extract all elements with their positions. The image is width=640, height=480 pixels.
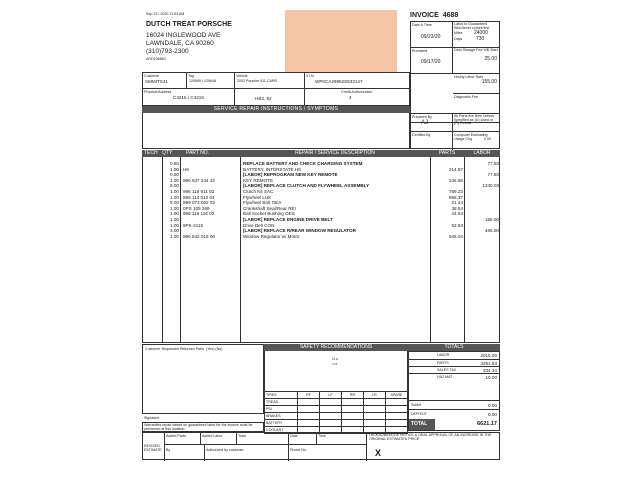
cell-qty: 1.00 (170, 188, 179, 194)
tire-row-label: COOLANT (266, 428, 284, 432)
revised-estimate: REVISED ESTIMATE Added Parts Added Labor Total By Authorized by customer Date Time Phone No. I ACKNOWLEDGE NOTICE & ORAL APPROVAL OF AN INCREASE IN THE ORIGINAL ESTIMATED PRICE X (142, 432, 500, 460)
shop-ard: ARD106860 (146, 57, 166, 61)
totals-box: LABOR 2015.00 PARTS 3251.83 SALES TAX 334.34 HAZ MAT 10.00 Sublet 0.00 DEPOSIT 0.00 TOTAL 6621.17 (408, 351, 500, 431)
cell-desc: [LABOR] REPLACE CLUTCH AND FLYWHEEL ASSEMBLY (243, 183, 370, 189)
tire-row-label: BATTERY (266, 421, 283, 425)
storage-fee: 25.00 (484, 55, 497, 62)
line-items-table (142, 157, 500, 343)
cell-qty: 8.00 (170, 200, 179, 206)
totals-value: 2015.00 (480, 353, 497, 358)
tire-row (265, 399, 407, 406)
safety-title: SAFETY RECOMMENDATIONS (264, 344, 408, 351)
tire-row (265, 406, 407, 413)
service-repair-title: SERVICE REPAIR INSTRUCTIONS / SYMPTOMS (142, 106, 410, 113)
tire-col: RR (341, 392, 363, 398)
tire-col: LR (363, 392, 385, 398)
cell-parts: 44.93 (451, 211, 463, 217)
tag-number: 129599 / 129648 (189, 79, 216, 84)
tire-cell (319, 420, 341, 426)
col-part: PART NO. (186, 150, 210, 156)
totals-label: HAZ MAT (437, 375, 453, 379)
cell-part: 6PK-2115 (183, 222, 204, 228)
tire-col: RF (297, 392, 319, 398)
cell-qty: 8.00 (170, 183, 179, 189)
cell-qty: 3.00 (170, 228, 179, 234)
print-timestamp: Sep 23 / 2020 11:53 AM (146, 12, 185, 16)
totals-row (409, 366, 499, 373)
returned-parts: Customer Requested Returned Parts (Yes) (No) (142, 344, 264, 414)
sublet-value: 0.00 (488, 403, 497, 408)
total-label: TOTAL (411, 421, 428, 427)
tire-row-label: TREAD (266, 400, 279, 404)
side-info: Prepared By AJ All Parts Are New Unless Specified as (U) Used or (R) Rebuilt Certified By Computer Estimating Usage Chg 0.00 (410, 113, 500, 149)
tire-grid (264, 391, 408, 434)
ack-note: I ACKNOWLEDGE NOTICE & ORAL APPROVAL OF AN INCREASE IN THE ORIGINAL ESTIMATED PRICE (369, 433, 492, 441)
deposit-value: 0.00 (488, 412, 497, 417)
signature-label: Signature (144, 416, 160, 420)
cell-qty: 1.00 (170, 177, 179, 183)
tire-cell (385, 406, 407, 412)
cell-desc: Flywheel LUK (243, 194, 272, 200)
totals-value: 10.00 (485, 375, 497, 380)
cell-parts: 945.04 (448, 233, 463, 239)
vehicle-info: Customer SMMITS41 Tag 129599 / 129648 Vehicle 2002 Porsche 911 CARR V.I.N. WP0CA29952S633147 Physical Address C4215 / C4216 HB3, 82 Credit Authorization 4 (142, 72, 410, 106)
customer-id: SMMITS41 (145, 79, 168, 85)
credit-auth: 4 (349, 95, 352, 101)
invoice-date: 09/23/20 (421, 34, 441, 40)
redacted-stamp (285, 10, 397, 72)
cell-parts: 38.54 (451, 205, 463, 211)
cell-desc: Crankshaft Seal/Rear REI (243, 205, 296, 211)
tire-cell (363, 399, 385, 405)
cell-qty: 0.50 (170, 172, 179, 178)
tire-cell (319, 399, 341, 405)
invoice-number: 4688 (442, 12, 459, 19)
totals-value: 334.34 (482, 368, 497, 373)
tire-cell (341, 406, 363, 412)
col-tech: TECH (144, 150, 158, 156)
vin: WP0CA29952S633147 (315, 79, 363, 85)
cell-part: 996 637 244 42 (183, 177, 215, 183)
tire-col: SPARE (385, 392, 407, 398)
vehicle-name: 2002 Porsche 911 CARR (237, 79, 278, 84)
safety-recommendations (264, 351, 408, 391)
tire-cell (341, 413, 363, 419)
cell-desc: Window Regulator w/ Motor (243, 233, 300, 239)
cell-part: 999 073 092 02 (183, 200, 215, 206)
cell-desc: KEY REMOTE (243, 177, 274, 183)
cell-desc: BATTERY, INTERSTATE H6 (243, 166, 301, 172)
col-labor: LABOR (473, 150, 491, 156)
totals-label: PARTS (437, 361, 449, 365)
symptoms-area (142, 113, 410, 149)
tire-header (265, 392, 407, 399)
warranty-note: Warranties repair based on guaranteed labor for the invoice must be performed at this location. (142, 422, 264, 432)
cell-parts: 21.44 (451, 200, 463, 206)
cell-desc: [LABOR] REPROGRAM NEW KEY REMOTE (243, 172, 338, 178)
cell-parts: 789.23 (448, 188, 463, 194)
totals-label: SALES TAX (437, 368, 457, 372)
tire-cell (319, 406, 341, 412)
col-qty: QTY (162, 150, 173, 156)
tire-cell (385, 420, 407, 426)
safety-note: N o n e (332, 357, 338, 366)
shop-address-1: 16024 INGLEWOOD AVE (146, 32, 221, 39)
cell-desc: Clutch Kit SAC (243, 188, 274, 194)
cell-qty: 1.00 (170, 205, 179, 211)
cell-part: 0PS 105 269 (183, 205, 210, 211)
cell-parts: 858.37 (448, 194, 463, 200)
tire-row-label: BRAKES (266, 414, 281, 418)
tire-row (265, 420, 407, 427)
signature-x: X (375, 448, 382, 458)
table-row (143, 234, 501, 240)
cell-qty: 1.00 (170, 194, 179, 200)
cell-part: H6 (183, 166, 189, 172)
totals-value: 3251.83 (480, 361, 497, 366)
cell-labor: 155.00 (484, 216, 499, 222)
tire-cell (363, 406, 385, 412)
cell-qty: 1.00 (170, 166, 179, 172)
physical-address: C4215 / C4216 (173, 95, 204, 101)
grand-total: 6621.17 (477, 421, 497, 427)
shop-phone: (310)793-2300 (146, 48, 189, 55)
cell-parts: 62.83 (451, 222, 463, 228)
cell-qty: 1.00 (170, 216, 179, 222)
cell-desc: REPLACE BATTERY AND CHECK CHARGING SYSTEM (243, 161, 363, 166)
cell-desc: [LABOR] REPLACE R/REAR WINDOW REGULATOR (243, 228, 356, 234)
cell-part: 996 114 012 04 (183, 194, 215, 200)
hourly-rate: 155.00 (481, 79, 497, 86)
cell-desc: Flywheel Bolt OEA (243, 200, 282, 206)
tire-col: LF (319, 392, 341, 398)
cell-qty: 1.00 (170, 211, 179, 217)
tire-cell (385, 413, 407, 419)
right-header-box: Date & Time 09/23/20 Labor to Guaranteed Whichever comes first Miles 24000 Days 730 Promised 09/17/20 Debt Storage Fee Will Start 25.00 Hourly Labor Rate 155.00 Diagnostic Fee (410, 21, 500, 123)
warranty-miles: 24000 (474, 30, 488, 37)
cell-labor: 1240.00 (482, 183, 499, 189)
usage-charge: 0.00 (484, 137, 491, 142)
cell-desc: Drive Belt CON (243, 222, 275, 228)
returned-yes: (Yes) (206, 347, 215, 351)
cell-part: 996 116 911 92 (183, 188, 215, 194)
shop-name: DUTCH TREAT PORSCHE (146, 21, 232, 28)
cell-parts: 214.87 (448, 166, 463, 172)
tire-cell (297, 406, 319, 412)
warranty-days: 730 (476, 35, 485, 42)
totals-label: LABOR (437, 353, 450, 357)
cell-qty: 1.00 (170, 222, 179, 228)
cell-labor: 77.50 (487, 161, 499, 166)
cell-tech (143, 234, 163, 240)
cell-labor: 77.50 (487, 172, 499, 178)
tire-row-label: PSI (266, 407, 272, 411)
cell-labor: 465.00 (484, 228, 499, 234)
totals-title: TOTALS (408, 344, 500, 351)
tire-cell (297, 413, 319, 419)
cell-part: 996 542 016 06 (183, 233, 215, 239)
tire-cell (363, 413, 385, 419)
tire-cell (363, 420, 385, 426)
shop-address-2: LAWNDALE, CA 90260 (146, 40, 214, 47)
col-parts: PARTS (438, 150, 456, 156)
invoice-title: INVOICE 4688 (410, 12, 459, 19)
cell-part: 996 116 116 02 (183, 211, 215, 217)
cell-qty: 0.50 (170, 161, 179, 166)
totals-row (409, 352, 499, 359)
cell-labor (465, 234, 501, 240)
tire-cell (341, 399, 363, 405)
tire-cell (319, 413, 341, 419)
tire-cell (297, 399, 319, 405)
tire-cell (297, 420, 319, 426)
prepared-by: AJ (421, 120, 429, 127)
table-header (142, 150, 500, 157)
promised-date: 09/17/20 (421, 59, 441, 65)
tire-col: TIRES (266, 393, 277, 397)
tire-row (265, 413, 407, 420)
cell-parts: 246.58 (448, 177, 463, 183)
tire-cell (341, 420, 363, 426)
invoice-document (138, 10, 502, 470)
tire-cell (385, 399, 407, 405)
returned-no: (No) (215, 347, 223, 351)
totals-row (409, 359, 499, 366)
totals-row (409, 373, 499, 380)
cell-desc: Ball Socket Bushing OES (243, 211, 295, 217)
mileage-in: HB3, 82 (255, 96, 272, 101)
col-desc: REPAIR / SERVICE DESCRIPTION (295, 150, 375, 156)
cell-desc: [LABOR] REPLACE ENGINE DRIVE BELT (243, 216, 333, 222)
cell-qty: 1.00 (170, 233, 179, 239)
